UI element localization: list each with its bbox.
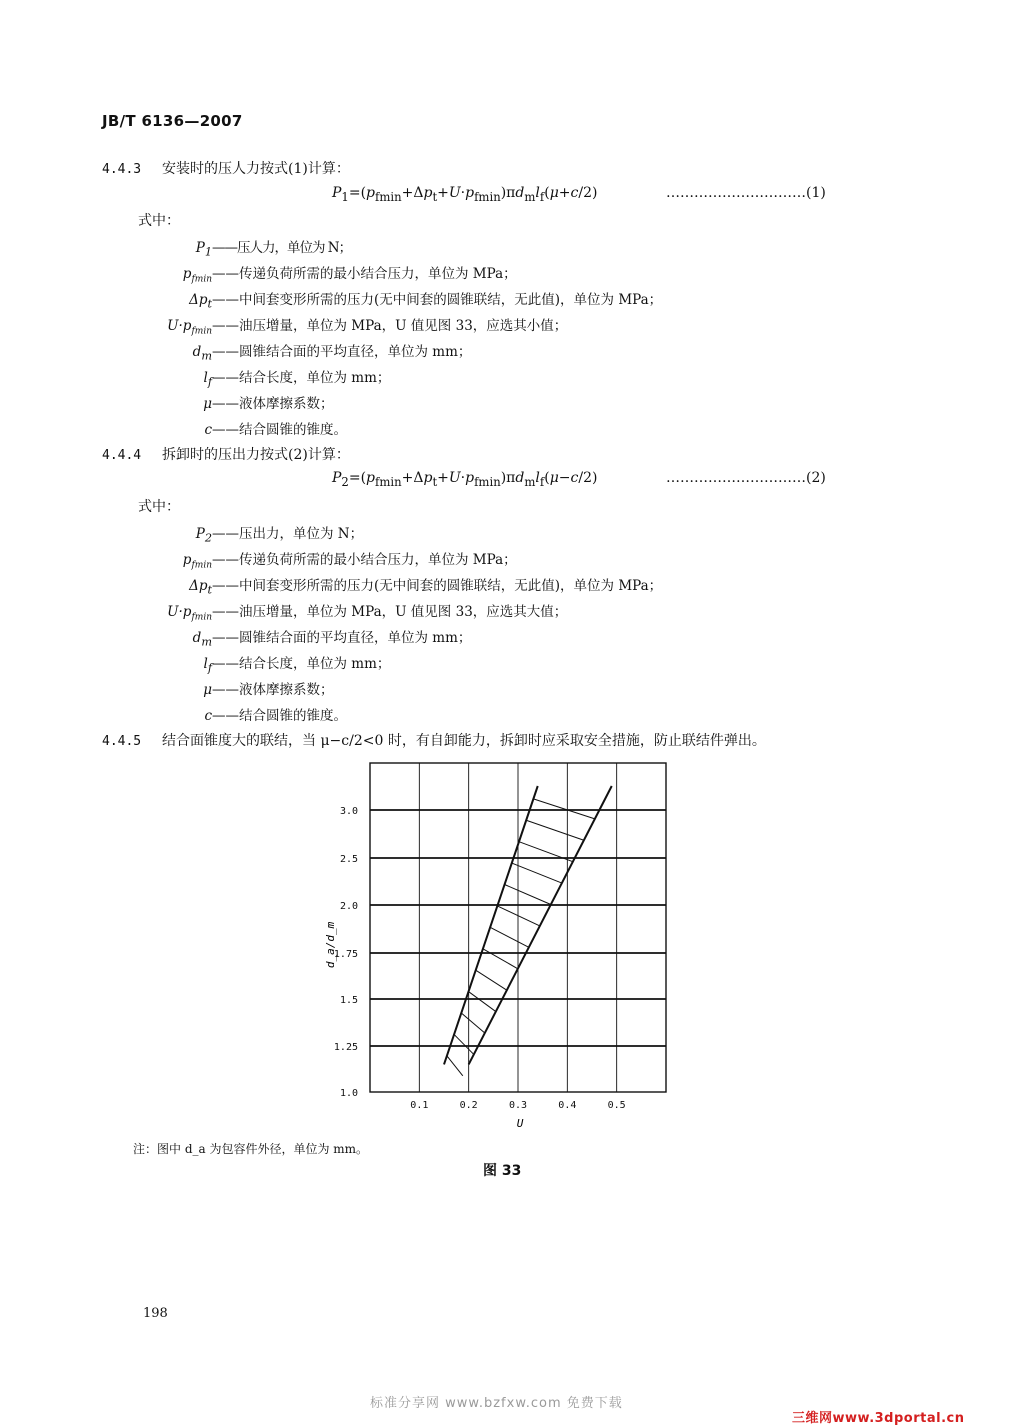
definition-u-pfmin: $U\cdot p_{fmin}——$油压增量，单位为 MPa，U 值见图 33，应选其小值； xyxy=(167,318,568,337)
definition-pfmin: $p_{fmin}——$传递负荷所需的最小结合压力，单位为 MPa； xyxy=(182,552,517,571)
formula-2-leader: …………………………(2) xyxy=(666,470,826,486)
hatch-line xyxy=(483,949,518,969)
section-number: 4.4.3 xyxy=(102,162,142,177)
y-tick-labels xyxy=(334,806,358,1099)
hatch-line xyxy=(447,1056,463,1076)
definition-pfmin: $p_{fmin}——$传递负荷所需的最小结合压力，单位为 MPa； xyxy=(182,266,517,285)
y-axis-label: d_a/d_m xyxy=(324,921,337,969)
x-tick-label: 0.3 xyxy=(508,1100,528,1111)
section-text: 结合面锥度大的联结，当 μ−c/2<0 时，有自卸能力，拆卸时应采取安全措施，防止联结件弹出。 xyxy=(162,733,766,749)
footer-brand: 三维网www.3dportal.cn xyxy=(792,1411,965,1426)
hatch-line xyxy=(469,992,496,1012)
definition-lf: $l_f——$结合长度，单位为 mm； xyxy=(203,656,391,675)
hatch-line xyxy=(512,863,562,883)
x-tick-labels xyxy=(410,1100,625,1111)
definition-delta-pt: $\Delta p_t——$中间套变形所需的压力(无中间套的圆锥联结，无此值)，单位为 MPa； xyxy=(189,578,663,597)
where-label: 式中： xyxy=(138,499,180,515)
hatch-line xyxy=(461,1013,484,1033)
hatched-band xyxy=(444,786,612,1076)
definition-delta-pt: $\Delta p_t——$中间套变形所需的压力(无中间套的圆锥联结，无此值)，单位为 MPa； xyxy=(189,292,663,311)
figure-note: 注：图中 d_a 为包容件外径，单位为 mm。 xyxy=(133,1142,369,1156)
y-tick-label: 2.5 xyxy=(339,854,358,865)
x-tick-label: 0.4 xyxy=(558,1100,577,1111)
y-tick-label: 1.0 xyxy=(339,1088,358,1099)
x-tick-label: 0.5 xyxy=(607,1100,626,1111)
y-tick-label: 1.25 xyxy=(333,1042,358,1053)
x-tick-label: 0.1 xyxy=(410,1100,429,1111)
equation-number-1: (1) xyxy=(806,185,826,201)
y-tick-label: 1.5 xyxy=(339,995,358,1006)
formula-2: $P_2=(p_{fmin}+\Delta p_t+U\cdot p_{fmin})\pi d_ml_f(\mu-c/2)$ xyxy=(332,470,598,489)
standard-number: JB/T 6136—2007 xyxy=(102,112,243,130)
chart-grid xyxy=(370,763,666,1092)
figure-33-chart xyxy=(300,755,700,1140)
section-4-4-4-heading xyxy=(102,444,350,464)
footer-site-text: 标准分享网 www.bzfxw.com 免费下载 xyxy=(370,1396,623,1411)
formula-1-leader: …………………………(1) xyxy=(666,185,826,201)
definition-p1: $P_1——$压人力，单位为 N； xyxy=(195,240,352,259)
section-4-4-3-heading xyxy=(102,158,350,178)
hatch-line xyxy=(454,1034,474,1054)
hatch-line xyxy=(526,820,584,840)
definition-dm: $d_m——$圆锥结合面的平均直径，单位为 mm； xyxy=(192,630,472,649)
section-title: 安装时的压人力按式(1)计算： xyxy=(162,161,350,177)
y-tick-label: 3.0 xyxy=(339,806,358,817)
figure-caption: 图 33 xyxy=(483,1163,522,1179)
y-tick-label: 1.75 xyxy=(333,949,358,960)
definition-lf: $l_f——$结合长度，单位为 mm； xyxy=(203,370,391,389)
hatch-line xyxy=(505,885,551,905)
definition-mu: μ——液体摩擦系数； xyxy=(203,682,334,698)
section-title: 拆卸时的压出力按式(2)计算： xyxy=(162,447,350,463)
hatch-line xyxy=(490,927,529,947)
section-4-4-5 xyxy=(102,730,766,750)
hatch-line xyxy=(533,799,594,819)
hatch-line xyxy=(497,906,539,926)
x-tick-label: 0.2 xyxy=(459,1100,478,1111)
where-label: 式中： xyxy=(138,213,180,229)
page-number: 198 xyxy=(143,1306,168,1321)
hatch-line xyxy=(476,970,507,990)
x-axis-label: U xyxy=(516,1117,524,1130)
y-tick-label: 2.0 xyxy=(339,901,358,912)
definition-mu: μ——液体摩擦系数； xyxy=(203,396,334,412)
equation-number-2: (2) xyxy=(806,470,826,486)
section-number: 4.4.5 xyxy=(102,734,142,749)
definition-c: c——结合圆锥的锥度。 xyxy=(204,708,347,724)
definition-c: c——结合圆锥的锥度。 xyxy=(204,422,347,438)
section-number: 4.4.4 xyxy=(102,448,142,463)
definition-dm: $d_m——$圆锥结合面的平均直径，单位为 mm； xyxy=(192,344,472,363)
definition-u-pfmin: $U\cdot p_{fmin}——$油压增量，单位为 MPa，U 值见图 33，应选其大值； xyxy=(167,604,568,623)
formula-1: $P_1=(p_{fmin}+\Delta p_t+U\cdot p_{fmin})\pi d_ml_f(\mu+c/2)$ xyxy=(332,185,598,204)
definition-p2: $P_2——$压出力，单位为 N； xyxy=(195,526,364,545)
